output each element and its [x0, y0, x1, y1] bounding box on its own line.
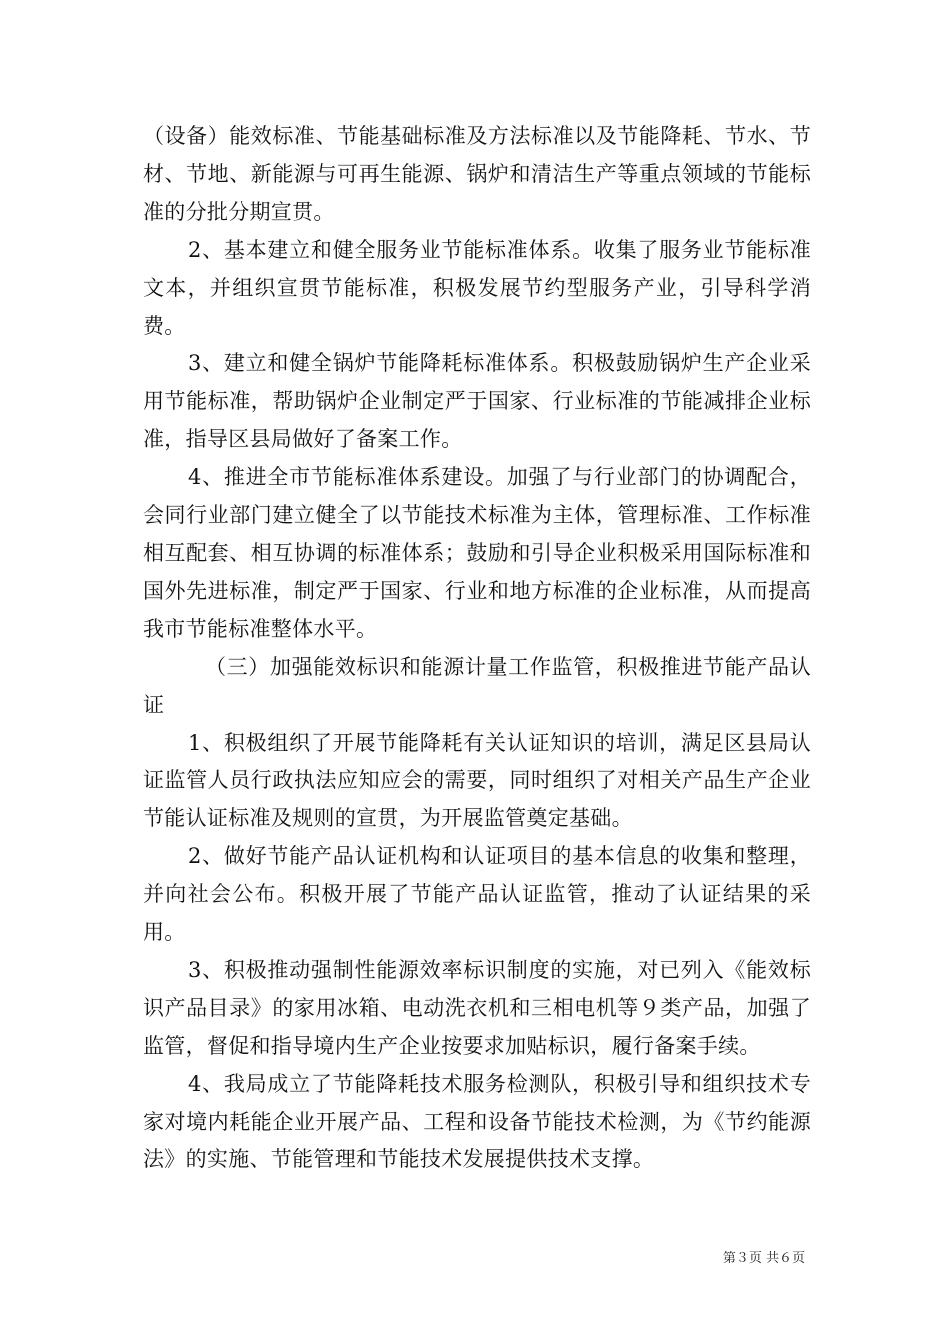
- paragraph: 2、基本建立和健全服务业节能标准体系。收集了服务业节能标准文本，并组织宣贯节能标准，积极发展节约型服务产业，引导科学消费。: [143, 237, 811, 338]
- section-heading: （三）加强能效标识和能源计量工作监管，积极推进节能产品认证: [143, 654, 811, 717]
- paragraph: （设备）能效标准、节能基础标准及方法标准以及节能降耗、节水、节材、节地、新能源与可再生能源、锅炉和清洁生产等重点领域的节能标准的分批分期宣贯。: [143, 124, 811, 224]
- paragraph: 4、我局成立了节能降耗技术服务检测队，积极引导和组织技术专家对境内耗能企业开展产品、工程和设备节能技术检测，为《节约能源法》的实施、节能管理和节能技术发展提供技术支撑。: [143, 1071, 811, 1172]
- paragraph: 2、做好节能产品认证机构和认证项目的基本信息的收集和整理，并向社会公布。积极开展了节能产品认证监管，推动了认证结果的采用。: [143, 844, 811, 945]
- paragraph: 1、积极组织了开展节能降耗有关认证知识的培训，满足区县局认证监管人员行政执法应知应会的需要，同时组织了对相关产品生产企业节能认证标准及规则的宣贯，为开展监管奠定基础。: [143, 730, 811, 831]
- page-number: 第３页 共６页: [722, 1251, 805, 1266]
- paragraph: 3、积极推动强制性能源效率标识制度的实施，对已列入《能效标识产品目录》的家用冰箱、电动洗衣机和三相电机等９类产品，加强了监管，督促和指导境内生产企业按要求加贴标识，履行备案手续。: [143, 957, 811, 1058]
- paragraph: 4、推进全市节能标准体系建设。加强了与行业部门的协调配合，会同行业部门建立健全了以节能技术标准为主体，管理标准、工作标准相互配套、相互协调的标准体系；鼓励和引导企业积极采用国际标准和国外先进标准，制定严于国家、行业和地方标准的企业标准，从而提高我市节能标准整体水平。: [143, 465, 811, 641]
- paragraph: 3、建立和健全锅炉节能降耗标准体系。积极鼓励锅炉生产企业采用节能标准，帮助锅炉企业制定严于国家、行业标准的节能减排企业标准，指导区县局做好了备案工作。: [143, 351, 811, 452]
- document-body: [143, 118, 811, 1179]
